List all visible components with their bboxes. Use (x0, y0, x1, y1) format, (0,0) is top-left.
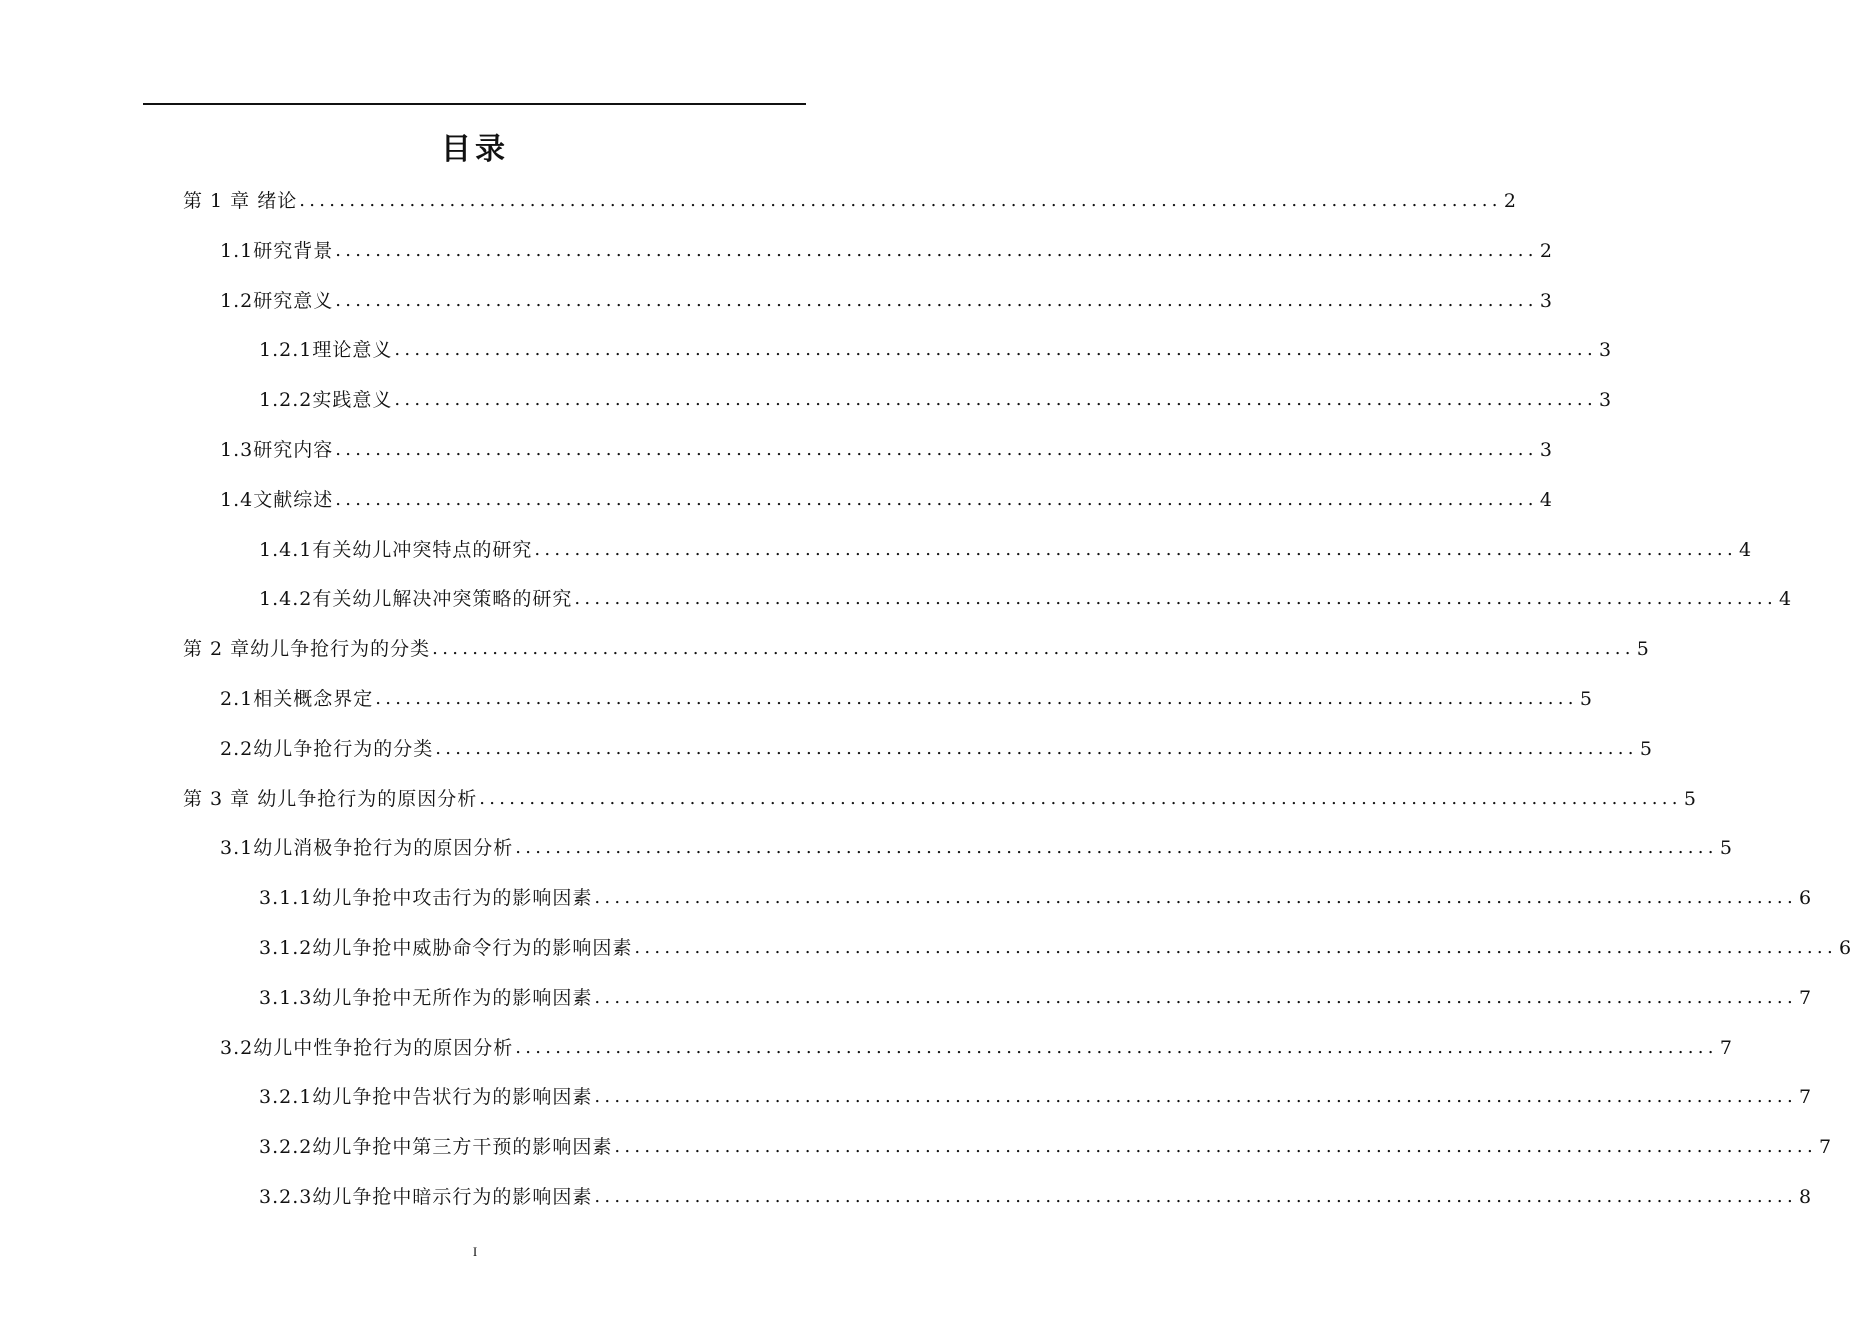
toc-dot-leader: ........................................................................................................................ (394, 339, 1597, 361)
toc-entry-title: 3.1幼儿消极争抢行为的原因分析 (220, 837, 514, 860)
toc-entry-page: 5 (1639, 737, 1652, 760)
toc-entry[interactable] (259, 1072, 1812, 1122)
toc-entry[interactable] (259, 873, 1812, 923)
toc-entry-page: 2 (1503, 190, 1516, 212)
toc-entry[interactable] (220, 425, 1552, 475)
toc-entry[interactable] (220, 674, 1592, 724)
toc-entry-page: 8 (1798, 1186, 1812, 1208)
toc-entry[interactable] (259, 973, 1812, 1023)
toc-dot-leader: ........................................................................................................................ (594, 1086, 1797, 1108)
toc-dot-leader: ........................................................................................................................ (614, 1136, 1817, 1158)
toc-entry-title: 3.1.1幼儿争抢中攻击行为的影响因素 (259, 887, 593, 910)
toc-entry-title: 3.2.3幼儿争抢中暗示行为的影响因素 (259, 1186, 593, 1208)
toc-entry[interactable] (259, 1172, 1812, 1222)
toc-entry-title: 1.2.2实践意义 (259, 389, 393, 412)
toc-entry-title: 1.4.2有关幼儿解决冲突策略的研究 (259, 588, 573, 611)
toc-entry-title: 1.4文献综述 (220, 488, 334, 511)
toc-entry-title: 3.2.1幼儿争抢中告状行为的影响因素 (259, 1086, 593, 1109)
header-rule (143, 103, 806, 105)
toc-entry-title: 2.1相关概念界定 (220, 688, 374, 710)
toc-dot-leader: ........................................................................................................................ (335, 239, 1538, 261)
toc-entry-page: 7 (1798, 1086, 1812, 1109)
toc-entry[interactable] (183, 624, 1649, 674)
toc-entry-page: 5 (1579, 688, 1592, 710)
toc-dot-leader: ........................................................................................................................ (479, 787, 1682, 809)
toc-entry-page: 5 (1719, 837, 1732, 860)
toc-entry-title: 第 3 章 幼儿争抢行为的原因分析 (183, 787, 478, 810)
toc-entry[interactable] (259, 375, 1612, 425)
toc-entry-page: 7 (1719, 1036, 1732, 1059)
toc-entry-page: 3 (1598, 339, 1612, 362)
toc-entry-page: 5 (1683, 787, 1696, 810)
toc-dot-leader: ........................................................................................................................ (515, 1036, 1718, 1058)
page-number: I (472, 1244, 478, 1259)
toc-entry-page: 4 (1778, 588, 1792, 611)
toc-dot-leader: ........................................................................................................................ (335, 488, 1538, 510)
toc-dot-leader: ........................................................................................................................ (594, 986, 1797, 1008)
toc-entry[interactable] (220, 475, 1552, 525)
toc-entry[interactable] (259, 923, 1851, 973)
toc-entry[interactable] (220, 1023, 1732, 1073)
toc-dot-leader: ........................................................................................................................ (594, 887, 1797, 909)
toc-entry[interactable] (259, 574, 1792, 624)
toc-entry-page: 7 (1798, 986, 1812, 1009)
toc-entry[interactable] (259, 1122, 1832, 1172)
toc-entry-title: 1.2研究意义 (220, 289, 334, 312)
toc-entry[interactable] (183, 176, 1516, 226)
toc-entry-title: 2.2幼儿争抢行为的分类 (220, 737, 434, 760)
toc-entry-title: 3.2幼儿中性争抢行为的原因分析 (220, 1036, 514, 1059)
toc-entry-title: 3.2.2幼儿争抢中第三方干预的影响因素 (259, 1136, 613, 1159)
toc-dot-leader: ........................................................................................................................ (435, 737, 1638, 759)
toc-entry-page: 4 (1539, 488, 1552, 511)
toc-dot-leader: ........................................................................................................................ (335, 289, 1538, 311)
toc-entry-page: 6 (1838, 937, 1851, 959)
toc-dot-leader: ........................................................................................................................ (515, 837, 1718, 859)
toc-entry[interactable] (220, 823, 1732, 873)
toc-entry-page: 3 (1598, 389, 1612, 412)
toc-entry[interactable] (259, 525, 1752, 575)
toc-entry-title: 第 1 章 绪论 (183, 190, 298, 212)
toc-entry-page: 4 (1738, 538, 1752, 561)
toc-entry-title: 1.2.1理论意义 (259, 339, 393, 362)
toc-entry[interactable] (220, 226, 1552, 276)
toc-dot-leader: ........................................................................................................................ (534, 538, 1737, 560)
toc-entry[interactable] (220, 724, 1652, 774)
toc-entry-page: 7 (1818, 1136, 1832, 1159)
toc-entry-page: 3 (1539, 439, 1552, 461)
toc-dot-leader: ........................................................................................................................ (594, 1186, 1797, 1207)
toc-entry-page: 5 (1636, 638, 1649, 661)
toc-dot-leader: ........................................................................................................................ (394, 389, 1597, 411)
toc-dot-leader: ........................................................................................................................ (634, 937, 1837, 958)
toc-entry-title: 第 2 章幼儿争抢行为的分类 (183, 638, 431, 661)
toc-entry-title: 1.4.1有关幼儿冲突特点的研究 (259, 538, 533, 561)
toc-dot-leader: ........................................................................................................................ (574, 588, 1777, 610)
toc-entry-page: 2 (1539, 239, 1552, 262)
toc-entry[interactable] (220, 276, 1552, 326)
toc-entry-title: 1.1研究背景 (220, 239, 334, 262)
toc-entry-title: 3.1.2幼儿争抢中威胁命令行为的影响因素 (259, 937, 633, 959)
toc-entry-title: 1.3研究内容 (220, 439, 334, 461)
toc-dot-leader: ........................................................................................................................ (299, 190, 1502, 211)
toc-dot-leader: ........................................................................................................................ (432, 638, 1635, 660)
toc-entry-page: 6 (1798, 887, 1812, 910)
toc-entry[interactable] (183, 774, 1696, 824)
toc-dot-leader: ........................................................................................................................ (335, 439, 1538, 460)
toc-entry[interactable] (259, 325, 1612, 375)
toc-entry-title: 3.1.3幼儿争抢中无所作为的影响因素 (259, 986, 593, 1009)
toc-entry-page: 3 (1539, 289, 1552, 312)
toc-title: 目录 (441, 132, 509, 167)
toc-dot-leader: ........................................................................................................................ (375, 688, 1578, 709)
